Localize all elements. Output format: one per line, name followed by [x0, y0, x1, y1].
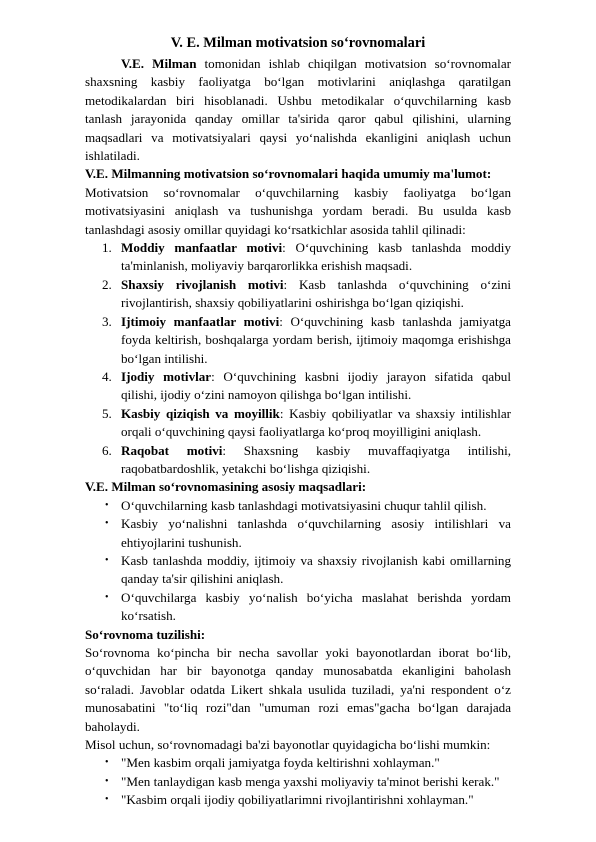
example-text: "Men tanlaydigan kasb menga yaxshi moliyaviy ta'minot berishi kerak." [121, 773, 500, 789]
motive-term: Ijodiy motivlar [121, 368, 212, 384]
goal-item [85, 515, 511, 552]
document-page [85, 34, 511, 810]
motive-item [85, 368, 511, 405]
bullet-icon: • [105, 554, 109, 566]
motive-list [85, 239, 511, 478]
section2-heading: V.E. Milman so‘rovnomasining asosiy maqsadlari: [85, 479, 367, 495]
motive-term: Kasbiy qiziqish va moyillik [121, 405, 280, 421]
example-item [85, 754, 511, 772]
section1-heading: V.E. Milmanning motivatsion so‘rovnomalari haqida umumiy ma'lumot: [85, 166, 492, 182]
goal-text: O‘quvchilarga kasbiy yo‘nalish bo‘yicha maslahat berishda yordam ko‘rsatish. [121, 589, 511, 624]
motive-item [85, 405, 511, 442]
examples-intro: Misol uchun, so‘rovnomadagi ba'zi bayonotlar quyidagicha bo‘lishi mumkin: [85, 737, 491, 753]
example-text: "Kasbim orqali ijodiy qobiliyatlarimni rivojlantirishni xohlayman." [121, 792, 474, 808]
motive-item [85, 313, 511, 368]
bullet-icon: • [105, 757, 109, 769]
motive-item [85, 276, 511, 313]
item-number: 6. [102, 442, 112, 458]
examples-list [85, 754, 511, 809]
goal-item [85, 497, 511, 515]
goal-text: O‘quvchilarning kasb tanlashdagi motivatsiyasini chuqur tahlil qilish. [121, 497, 487, 513]
motive-desc: : Kasb tanlashda o‘quvchining o‘zini rivojlantirish, shaxsiy qobiliyatlarini oshirishga bo‘lgan qiziqishi. [121, 276, 512, 311]
goal-text: Kasbiy yo‘nalishni tanlashda o‘quvchilarning asosiy intilishlari va ehtiyojlarini tushunish. [121, 516, 511, 550]
motive-item [85, 239, 511, 276]
motive-desc: : O‘quvchining kasb tanlashda jamiyatga foyda keltirish, boshqalarga yordam berish, ijtimoiy maqomga erishishga bo‘lgan intilishi. [121, 313, 511, 366]
bullet-icon: • [105, 499, 109, 511]
motive-term: Ijtimoiy manfaatlar motivi [121, 313, 280, 329]
bullet-icon: • [105, 591, 109, 603]
section3-paragraph: So‘rovnoma ko‘pincha bir necha savollar yoki bayonotlardan iborat bo‘lib, o‘quvchidan har bir bayonotga qanday munosabatda ekanligini baholash so‘raladi. Javoblar odatda Likert shkala usulida tuziladi, ya'ni respondent o‘z munosabatini "to‘liq rozi"dan "umuman rozi emas"gacha bo‘lgan darajada baholaydi. [85, 645, 511, 734]
goals-list [85, 497, 511, 626]
item-number: 3. [102, 313, 112, 329]
item-number: 2. [102, 276, 112, 292]
intro-paragraph [85, 55, 511, 165]
motive-desc: : O‘quvchining kasb tanlashda moddiy ta'minlanish, moliyaviy barqarorlikka erishish maqsadi. [121, 240, 511, 274]
bullet-icon: • [105, 518, 109, 530]
motive-desc: : Shaxsning kasbiy muvaffaqiyatga intilishi, raqobatbardoshlik, yetakchi bo‘lishga qiziqishi. [121, 442, 511, 476]
motive-term: Shaxsiy rivojlanish motivi [121, 276, 284, 292]
motive-desc: : Kasbiy qobiliyatlar va shaxsiy intilishlar orqali o‘quvchining qaysi faoliyatlarga ko‘proq moyilligini aniqlash. [121, 405, 511, 440]
intro-text: tomonidan ishlab chiqilgan motivatsion so‘rovnomalar shaxsning kasbiy faoliyatga bo‘lgan motivlarini aniqlashga qaratilgan metodikalardan biri hisoblanadi. Ushbu metodikalar o‘quvchilarning kasb tanlash jarayonida qanday omillar ta'sirida qaror qabul qilishini, ularning maqsadlari va motivatsiyalari qaysi yo‘nalishda ekanligini aniqlash uchun ishlatiladi. [85, 56, 511, 164]
example-item [85, 791, 511, 809]
section3-heading: So‘rovnoma tuzilishi: [85, 626, 206, 642]
goal-item [85, 589, 511, 626]
page-title: V. E. Milman motivatsion so‘rovnomalari [170, 35, 426, 51]
motive-item [85, 442, 511, 479]
goal-item [85, 552, 511, 589]
item-number: 5. [102, 405, 112, 421]
motive-term: Moddiy manfaatlar motivi [121, 240, 283, 256]
motive-desc: : O‘quvchining kasbni ijodiy jarayon sifatida qabul qilishi, ijodiy o‘zini namoyon qilishga bo‘lgan intilishi. [121, 368, 511, 403]
intro-author: V.E. Milman [121, 56, 197, 71]
item-number: 1. [102, 240, 112, 256]
example-text: "Men kasbim orqali jamiyatga foyda keltirishni xohlayman." [121, 755, 440, 771]
section1-paragraph: Motivatsion so‘rovnomalar o‘quvchilarning kasbiy faoliyatga bo‘lgan motivatsiyasini aniqlash va tushunishga yordam beradi. Bu usulda kasb tanlashdagi asosiy omillar quyidagi ko‘rsatkichlar asosida tahlil qilinadi: [85, 184, 511, 237]
motive-term: Raqobat motivi [121, 442, 223, 458]
goal-text: Kasb tanlashda moddiy, ijtimoiy va shaxsiy rivojlanish kabi omillarning qanday ta'sir qilishini aniqlash. [121, 552, 511, 587]
bullet-icon: • [105, 794, 109, 806]
item-number: 4. [102, 368, 112, 384]
bullet-icon: • [105, 775, 109, 787]
example-item [85, 773, 511, 791]
